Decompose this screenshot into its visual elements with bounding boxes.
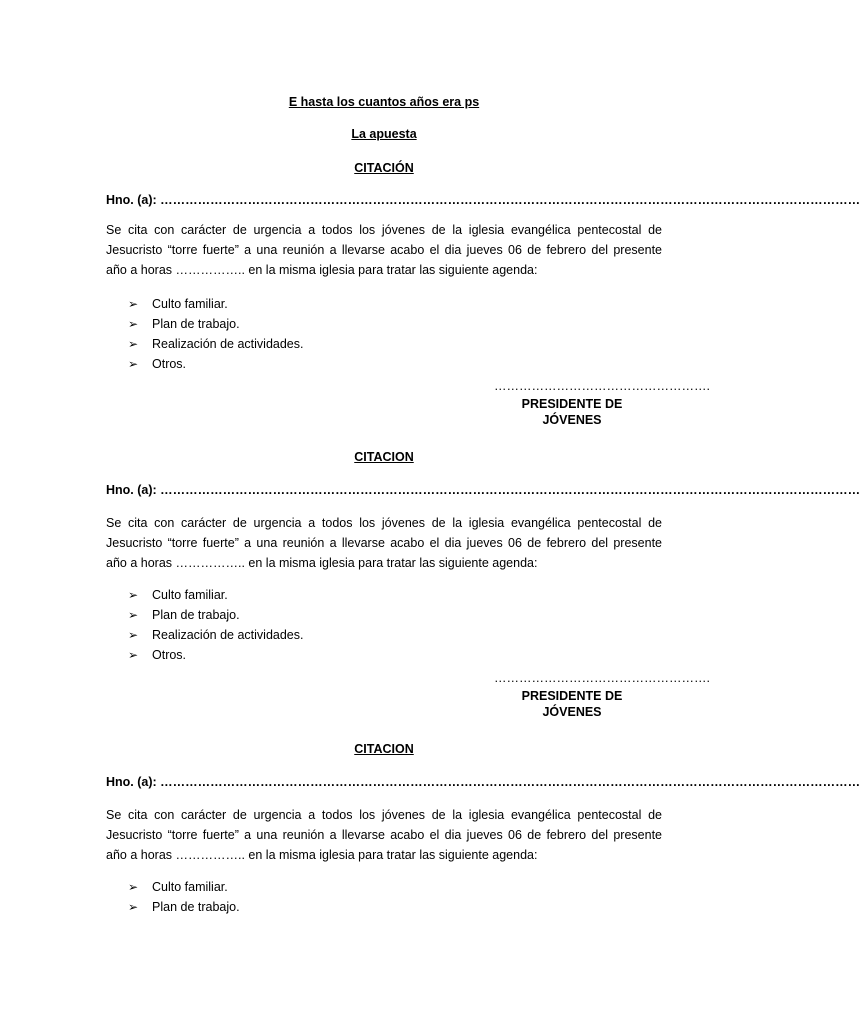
paragraph-line: año a horas …………….. en la misma iglesia para tratar las siguiente agenda: bbox=[106, 263, 538, 277]
arrow-bullet-icon: ➢ bbox=[128, 297, 139, 311]
paragraph-line: Jesucristo “torre fuerte” a una reunión a llevarse acabo el dia jueves 06 de febrero del presente bbox=[106, 828, 662, 842]
arrow-bullet-icon: ➢ bbox=[128, 608, 139, 622]
signature-line: ……………………………………………. bbox=[494, 379, 710, 393]
list-item: ➢ Culto familiar. bbox=[128, 585, 303, 605]
hno-field: Hno. (a): …………………………………………………………………………………………………………………………………………………… bbox=[106, 193, 860, 207]
citation-paragraph bbox=[106, 805, 662, 865]
citation-paragraph bbox=[106, 220, 662, 280]
citation-title: CITACIÓN bbox=[354, 161, 414, 175]
list-item: ➢ Culto familiar. bbox=[128, 877, 240, 897]
agenda-list bbox=[128, 877, 240, 917]
citation-title: CITACION bbox=[354, 742, 414, 756]
list-item: ➢ Culto familiar. bbox=[128, 294, 303, 314]
list-item: ➢ Plan de trabajo. bbox=[128, 605, 303, 625]
arrow-bullet-icon: ➢ bbox=[128, 900, 139, 914]
agenda-list bbox=[128, 585, 303, 665]
header-line-2: La apuesta bbox=[351, 127, 417, 141]
paragraph-line: Jesucristo “torre fuerte” a una reunión a llevarse acabo el dia jueves 06 de febrero del presente bbox=[106, 243, 662, 257]
list-item: ➢ Plan de trabajo. bbox=[128, 314, 303, 334]
paragraph-line: Jesucristo “torre fuerte” a una reunión a llevarse acabo el dia jueves 06 de febrero del presente bbox=[106, 536, 662, 550]
arrow-bullet-icon: ➢ bbox=[128, 337, 139, 351]
paragraph-line: Se cita con carácter de urgencia a todos los jóvenes de la iglesia evangélica pentecostal de bbox=[106, 808, 662, 822]
list-item: ➢ Otros. bbox=[128, 354, 303, 374]
header-line-1: E hasta los cuantos años era ps bbox=[288, 95, 480, 109]
arrow-bullet-icon: ➢ bbox=[128, 648, 139, 662]
citation-title: CITACION bbox=[354, 450, 414, 464]
signature-title: PRESIDENTE DE JÓVENES bbox=[521, 397, 623, 427]
paragraph-line: Se cita con carácter de urgencia a todos los jóvenes de la iglesia evangélica pentecostal de bbox=[106, 516, 662, 530]
hno-field: Hno. (a): …………………………………………………………………………………………………………………………………………………… bbox=[106, 775, 860, 789]
signature-title: PRESIDENTE DE JÓVENES bbox=[521, 689, 623, 719]
paragraph-line: año a horas …………….. en la misma iglesia para tratar las siguiente agenda: bbox=[106, 848, 538, 862]
hno-field: Hno. (a): …………………………………………………………………………………………………………………………………………………… bbox=[106, 483, 860, 497]
agenda-list bbox=[128, 294, 303, 374]
arrow-bullet-icon: ➢ bbox=[128, 357, 139, 371]
list-item: ➢ Realización de actividades. bbox=[128, 334, 303, 354]
paragraph-line: año a horas …………….. en la misma iglesia para tratar las siguiente agenda: bbox=[106, 556, 538, 570]
signature-line: ……………………………………………. bbox=[494, 671, 710, 685]
arrow-bullet-icon: ➢ bbox=[128, 588, 139, 602]
arrow-bullet-icon: ➢ bbox=[128, 628, 139, 642]
paragraph-line: Se cita con carácter de urgencia a todos los jóvenes de la iglesia evangélica pentecostal de bbox=[106, 223, 662, 237]
arrow-bullet-icon: ➢ bbox=[128, 317, 139, 331]
list-item: ➢ Realización de actividades. bbox=[128, 625, 303, 645]
list-item: ➢ Otros. bbox=[128, 645, 303, 665]
citation-paragraph bbox=[106, 513, 662, 573]
list-item: ➢ Plan de trabajo. bbox=[128, 897, 240, 917]
arrow-bullet-icon: ➢ bbox=[128, 880, 139, 894]
